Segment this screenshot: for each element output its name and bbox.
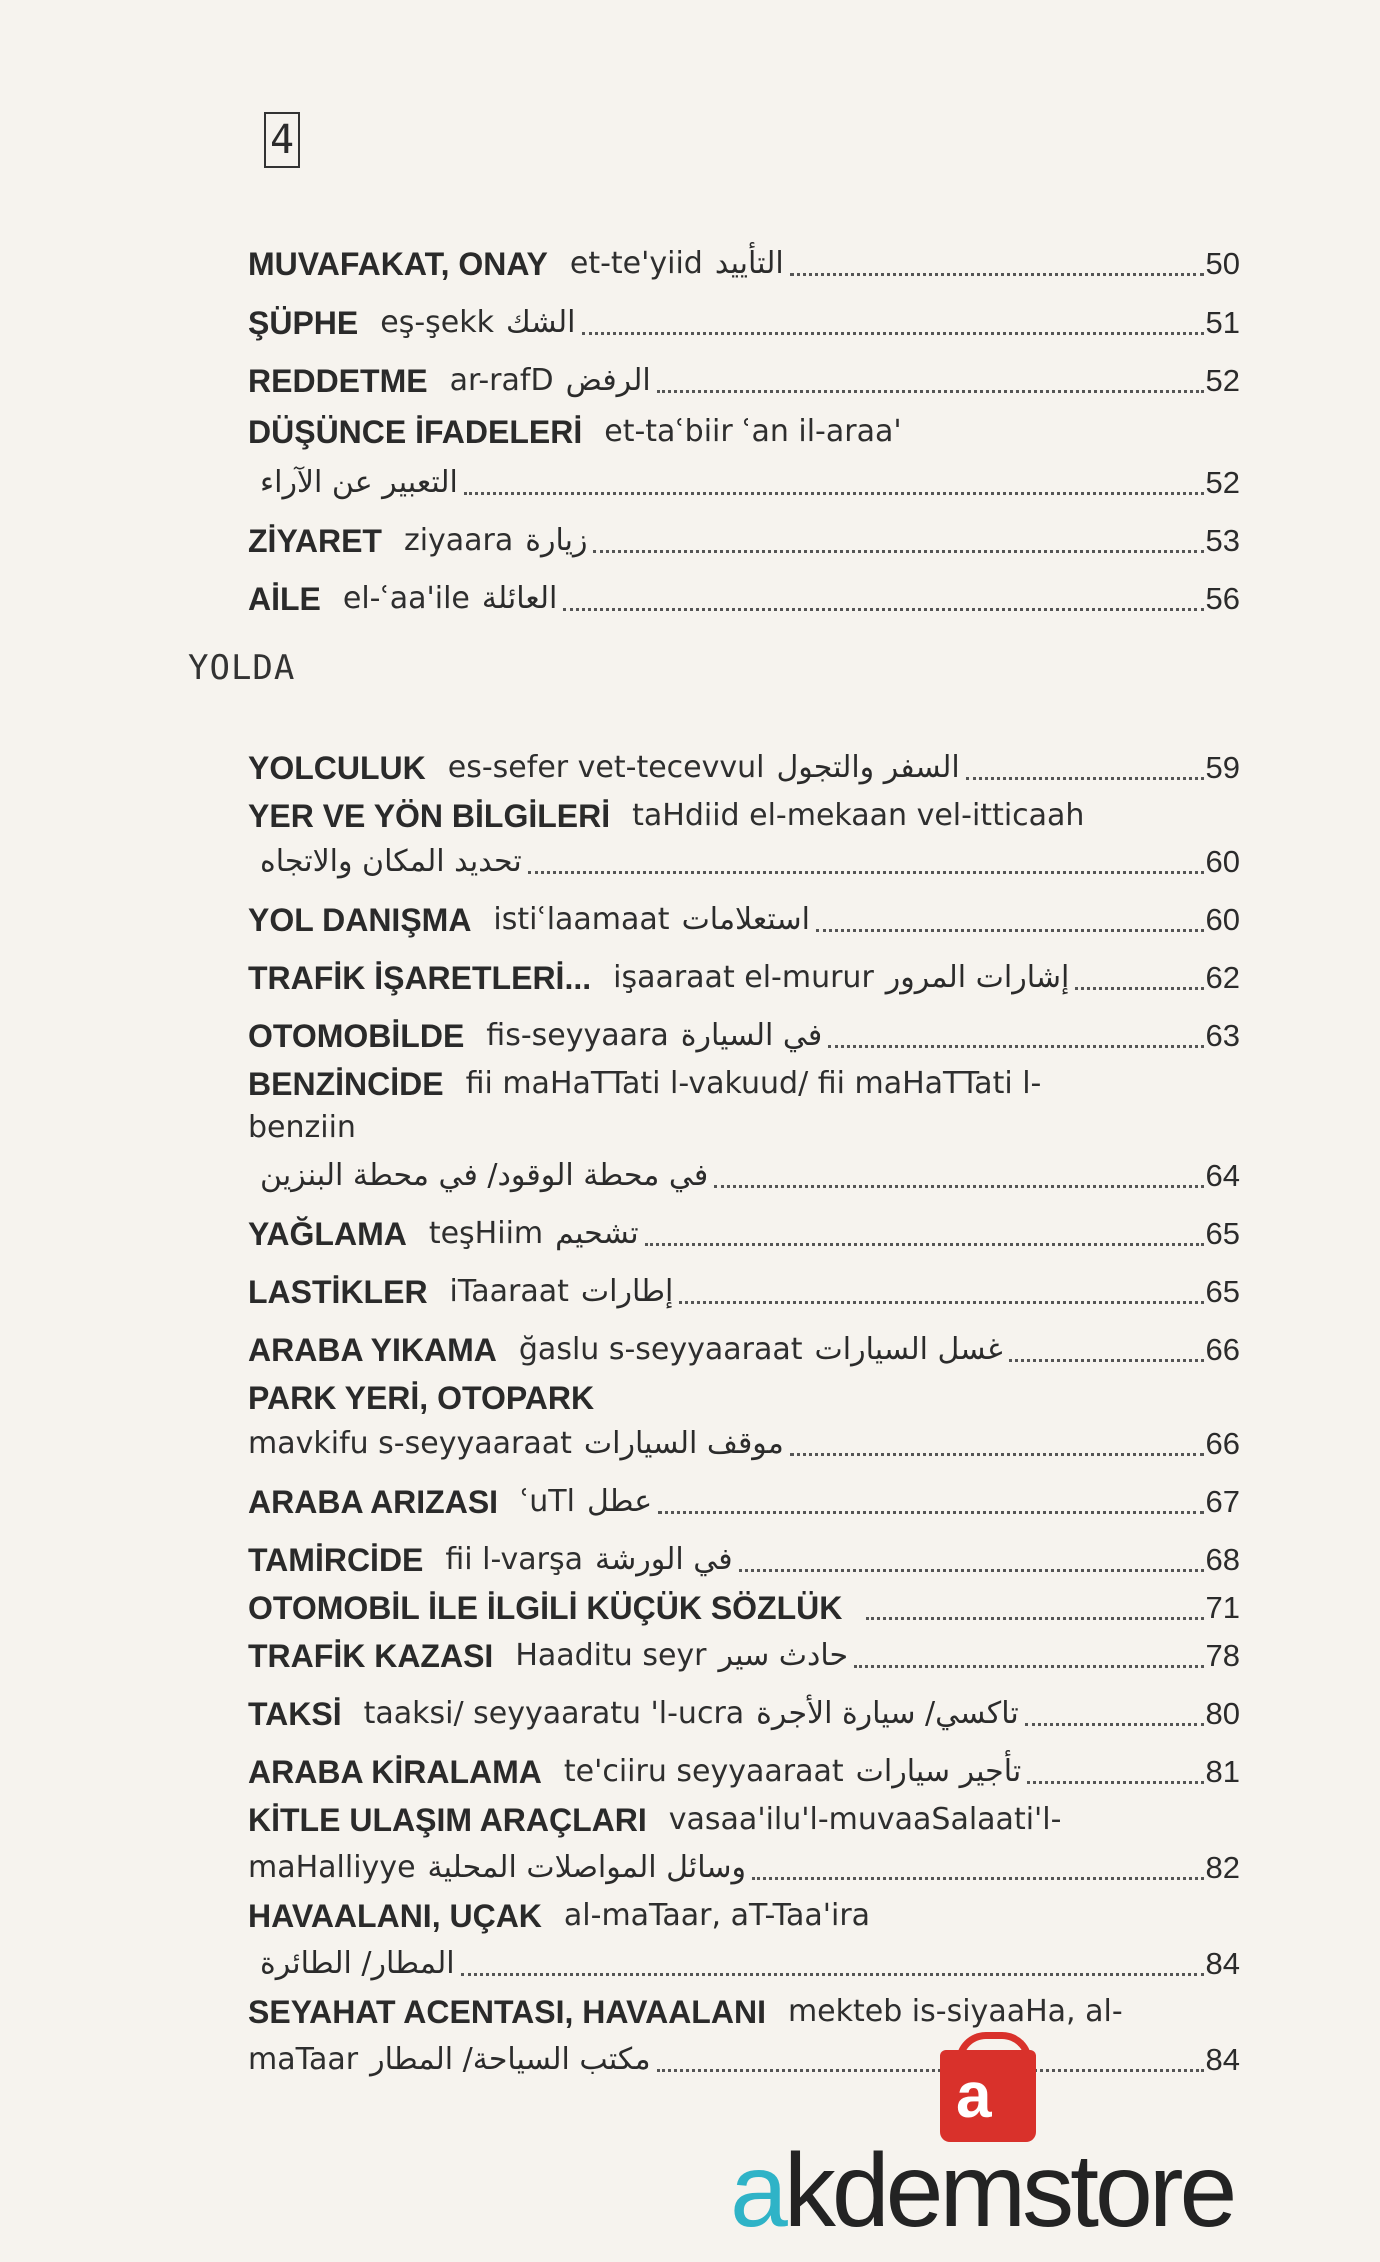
entry-arabic: الشك bbox=[506, 305, 576, 340]
entry-transliteration: ğaslu s-seyyaaraat bbox=[518, 1332, 803, 1367]
entry-page-number: 78 bbox=[1205, 1638, 1240, 1673]
entry-transliteration: fii maHaTTati l-vakuud/ fii maHaTTati l- bbox=[465, 1066, 1042, 1101]
entry-arabic: في محطة الوقود/ في محطة البنزين bbox=[260, 1158, 709, 1193]
dot-leader bbox=[461, 1943, 1204, 1976]
toc-entry bbox=[248, 295, 1240, 343]
entry-heading: KİTLE ULAŞIM ARAÇLARI bbox=[248, 1802, 647, 1838]
entry-heading: SEYAHAT ACENTASI, HAVAALANI bbox=[248, 1994, 766, 2030]
toc-entry bbox=[248, 892, 1240, 940]
entry-page-number: 62 bbox=[1205, 960, 1240, 995]
entry-arabic: زيارة bbox=[525, 523, 588, 558]
toc-entry bbox=[248, 1206, 1240, 1254]
dot-leader bbox=[828, 1015, 1203, 1048]
page-number: 4 bbox=[264, 112, 300, 168]
toc-entry bbox=[248, 1628, 1240, 1676]
entry-page-number: 81 bbox=[1205, 1754, 1240, 1789]
entry-transliteration: te'ciiru seyyaaraat bbox=[563, 1754, 844, 1789]
dot-leader bbox=[854, 1635, 1203, 1668]
entry-arabic: إطارات bbox=[580, 1274, 674, 1309]
entry-heading: ARABA KİRALAMA bbox=[248, 1754, 542, 1790]
entry-transliteration: ziyaara bbox=[403, 523, 514, 558]
entry-page-number: 63 bbox=[1205, 1018, 1240, 1053]
entry-transliteration: eş-şekk bbox=[380, 305, 494, 340]
toc-entry bbox=[248, 740, 1240, 788]
dot-leader bbox=[658, 1481, 1203, 1514]
entry-page-number: 80 bbox=[1205, 1696, 1240, 1731]
entry-arabic: العائلة bbox=[481, 581, 558, 616]
entry-arabic: التأييد bbox=[714, 246, 784, 281]
entry-heading: OTOMOBİLDE bbox=[248, 1018, 465, 1054]
entry-heading: DÜŞÜNCE İFADELERİ bbox=[248, 414, 583, 450]
entry-transliteration: el-ʿaa'ile bbox=[342, 581, 470, 616]
dot-leader bbox=[816, 899, 1204, 932]
dot-leader bbox=[1009, 1329, 1204, 1362]
toc-entry bbox=[248, 1100, 1240, 1148]
entry-heading: ZİYARET bbox=[248, 523, 382, 559]
logo-badge-letter: a bbox=[956, 2059, 992, 2131]
entry-arabic: إشارات المرور bbox=[885, 960, 1070, 995]
toc-entry bbox=[248, 1370, 1240, 1418]
entry-heading: LASTİKLER bbox=[248, 1274, 428, 1310]
entry-arabic: تأجير سيارات bbox=[855, 1754, 1022, 1789]
dot-leader bbox=[752, 1847, 1204, 1880]
toc-entry bbox=[248, 1474, 1240, 1522]
store-logo bbox=[730, 2050, 1270, 2249]
entry-page-number: 60 bbox=[1205, 844, 1240, 879]
toc-entry bbox=[248, 236, 1240, 284]
toc-entry bbox=[248, 1936, 1240, 1984]
entry-arabic: عطل bbox=[586, 1484, 653, 1519]
entry-arabic: وسائل المواصلات المحلية bbox=[427, 1850, 746, 1885]
entry-arabic: تشحيم bbox=[555, 1216, 639, 1251]
logo-wordmark: akdemstore bbox=[730, 2133, 1234, 2249]
toc-entry bbox=[248, 1580, 1240, 1628]
entry-arabic: استعلامات bbox=[681, 902, 810, 937]
dot-leader bbox=[1075, 957, 1203, 990]
dot-leader bbox=[563, 578, 1203, 611]
toc-entry bbox=[248, 1532, 1240, 1580]
entry-heading: ARABA YIKAMA bbox=[248, 1332, 497, 1368]
entry-transliteration: et-te'yiid bbox=[569, 246, 703, 281]
entry-transliteration: ʿuTl bbox=[520, 1484, 575, 1519]
dot-leader bbox=[645, 1213, 1204, 1246]
dot-leader bbox=[679, 1271, 1203, 1304]
entry-transliteration: maHalliyye bbox=[248, 1850, 416, 1885]
entry-heading: HAVAALANI, UÇAK bbox=[248, 1898, 542, 1934]
entry-heading: TRAFİK KAZASI bbox=[248, 1638, 494, 1674]
entry-arabic: غسل السيارات bbox=[814, 1332, 1003, 1367]
entry-heading: PARK YERİ, OTOPARK bbox=[248, 1380, 595, 1416]
entry-page-number: 56 bbox=[1205, 581, 1240, 616]
entry-page-number: 71 bbox=[1205, 1590, 1240, 1625]
entry-page-number: 84 bbox=[1205, 2042, 1240, 2077]
entry-arabic: التعبير عن الآراء bbox=[260, 465, 458, 500]
toc-entry bbox=[248, 1264, 1240, 1312]
entry-arabic: المطار/ الطائرة bbox=[260, 1946, 455, 1981]
toc-entry bbox=[248, 1416, 1240, 1464]
entry-transliteration: maTaar bbox=[248, 2042, 359, 2077]
entry-heading: YOLCULUK bbox=[248, 750, 426, 786]
toc-entry bbox=[248, 1056, 1240, 1104]
entry-transliteration: Haaditu seyr bbox=[515, 1638, 707, 1673]
entry-page-number: 60 bbox=[1205, 902, 1240, 937]
entry-arabic: حادث سير bbox=[718, 1638, 849, 1673]
toc-entry bbox=[248, 1792, 1240, 1840]
entry-transliteration: teşHiim bbox=[428, 1216, 544, 1251]
entry-page-number: 65 bbox=[1205, 1216, 1240, 1251]
entry-heading: YER VE YÖN BİLGİLERİ bbox=[248, 798, 611, 834]
toc-entry bbox=[248, 1686, 1240, 1734]
dot-leader bbox=[790, 1423, 1204, 1456]
toc-entry bbox=[248, 1744, 1240, 1792]
toc-entry bbox=[248, 455, 1240, 503]
toc-entry bbox=[248, 1148, 1240, 1196]
toc-entry bbox=[248, 1008, 1240, 1056]
entry-page-number: 53 bbox=[1205, 523, 1240, 558]
dot-leader bbox=[464, 462, 1204, 495]
toc-entry bbox=[248, 1322, 1240, 1370]
entry-transliteration: iTaaraat bbox=[449, 1274, 569, 1309]
entry-arabic: موقف السيارات bbox=[583, 1426, 784, 1461]
entry-heading: TAKSİ bbox=[248, 1696, 342, 1732]
toc-entry bbox=[248, 513, 1240, 561]
dot-leader bbox=[866, 1587, 1203, 1620]
dot-leader bbox=[1027, 1751, 1203, 1784]
entry-page-number: 52 bbox=[1205, 363, 1240, 398]
entry-arabic: في الورشة bbox=[595, 1542, 733, 1577]
entry-page-number: 51 bbox=[1205, 305, 1240, 340]
entry-heading: ARABA ARIZASI bbox=[248, 1484, 499, 1520]
entry-transliteration: taaksi/ seyyaaratu 'l-ucra bbox=[363, 1696, 745, 1731]
section-title: YOLDA bbox=[188, 648, 296, 688]
toc-entry bbox=[248, 571, 1240, 619]
entry-transliteration: vasaa'ilu'l-muvaaSalaati'l- bbox=[668, 1802, 1062, 1837]
entry-heading: MUVAFAKAT, ONAY bbox=[248, 246, 548, 282]
toc-entry bbox=[248, 1888, 1240, 1936]
entry-heading: YOL DANIŞMA bbox=[248, 902, 472, 938]
dot-leader bbox=[582, 302, 1204, 335]
entry-transliteration: fis-seyyaara bbox=[486, 1018, 669, 1053]
entry-transliteration: işaaraat el-murur bbox=[613, 960, 874, 995]
entry-transliteration: fii l-varşa bbox=[445, 1542, 583, 1577]
toc-entry bbox=[248, 950, 1240, 998]
entry-page-number: 68 bbox=[1205, 1542, 1240, 1577]
dot-leader bbox=[1025, 1693, 1204, 1726]
toc-entry bbox=[248, 404, 1240, 452]
entry-page-number: 52 bbox=[1205, 465, 1240, 500]
entry-page-number: 64 bbox=[1205, 1158, 1240, 1193]
entry-heading: REDDETME bbox=[248, 363, 428, 399]
toc-entry bbox=[248, 353, 1240, 401]
entry-heading: TRAFİK İŞARETLERİ... bbox=[248, 960, 592, 996]
entry-page-number: 66 bbox=[1205, 1332, 1240, 1367]
entry-transliteration: es-sefer vet-tecevvul bbox=[447, 750, 765, 785]
entry-heading: BENZİNCİDE bbox=[248, 1066, 444, 1102]
entry-arabic: السفر والتجول bbox=[776, 750, 960, 785]
entry-transliteration: mekteb is-siyaaHa, al- bbox=[787, 1994, 1123, 2029]
entry-page-number: 66 bbox=[1205, 1426, 1240, 1461]
entry-arabic: تحديد المكان والاتجاه bbox=[260, 844, 522, 879]
entry-transliteration: al-maTaar, aT-Taa'ira bbox=[563, 1898, 871, 1933]
entry-transliteration: istiʿlaamaat bbox=[493, 902, 670, 937]
entry-page-number: 65 bbox=[1205, 1274, 1240, 1309]
entry-transliteration: ar-rafD bbox=[449, 363, 554, 398]
dot-leader bbox=[528, 841, 1204, 874]
entry-transliteration: benziin bbox=[248, 1110, 356, 1145]
entry-page-number: 67 bbox=[1205, 1484, 1240, 1519]
entry-heading: YAĞLAMA bbox=[248, 1216, 407, 1252]
entry-heading: OTOMOBİL İLE İLGİLİ KÜÇÜK SÖZLÜK bbox=[248, 1590, 843, 1626]
entry-page-number: 84 bbox=[1205, 1946, 1240, 1981]
entry-arabic: تاكسي/ سيارة الأجرة bbox=[756, 1696, 1019, 1731]
dot-leader bbox=[593, 520, 1203, 553]
entry-transliteration: mavkifu s-seyyaaraat bbox=[248, 1426, 572, 1461]
toc-entry bbox=[248, 788, 1240, 836]
toc-entry bbox=[248, 834, 1240, 882]
toc-entry bbox=[248, 1840, 1240, 1888]
dot-leader bbox=[714, 1155, 1203, 1188]
toc-entry bbox=[248, 1984, 1240, 2032]
entry-heading: TAMİRCİDE bbox=[248, 1542, 424, 1578]
entry-heading: ŞÜPHE bbox=[248, 305, 359, 341]
entry-transliteration: taHdiid el-mekaan vel-itticaah bbox=[632, 798, 1085, 833]
entry-arabic: مكتب السياحة/ المطار bbox=[370, 2042, 651, 2077]
entry-arabic: الرفض bbox=[565, 363, 651, 398]
entry-page-number: 82 bbox=[1205, 1850, 1240, 1885]
dot-leader bbox=[657, 360, 1204, 393]
dot-leader bbox=[739, 1539, 1204, 1572]
dot-leader bbox=[790, 243, 1204, 276]
entry-transliteration: et-taʿbiir ʿan il-araa' bbox=[604, 414, 902, 449]
entry-heading: AİLE bbox=[248, 581, 321, 617]
dot-leader bbox=[966, 747, 1204, 780]
entry-arabic: في السيارة bbox=[680, 1018, 823, 1053]
entry-page-number: 50 bbox=[1205, 246, 1240, 281]
entry-page-number: 59 bbox=[1205, 750, 1240, 785]
